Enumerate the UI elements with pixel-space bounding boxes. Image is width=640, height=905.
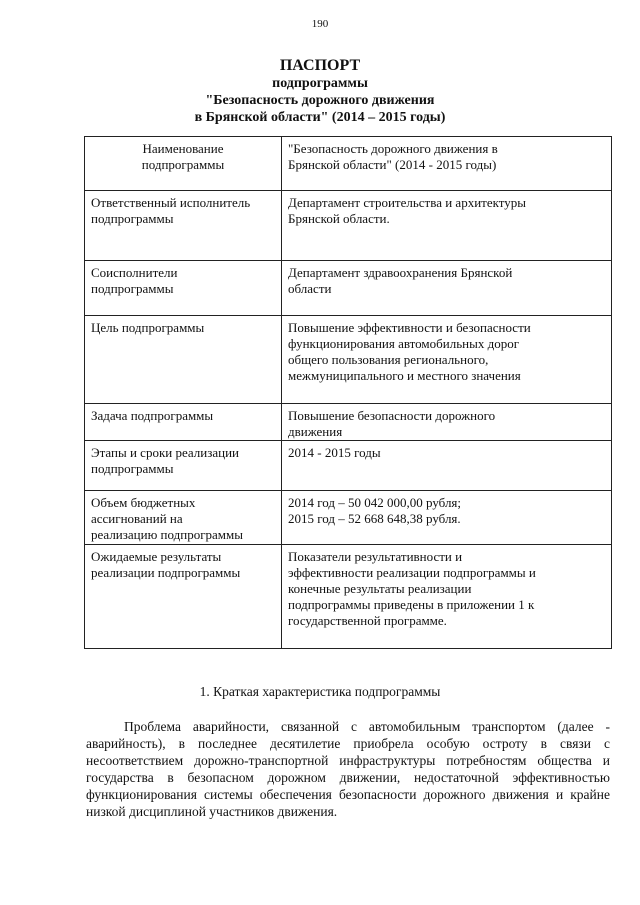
title-line-1: ПАСПОРТ <box>279 57 361 74</box>
page-number: 190 <box>311 18 329 30</box>
row-label: Ожидаемые результаты реализации подпрограммы <box>85 545 282 649</box>
table-row <box>85 137 612 191</box>
row-value: Департамент здравоохранения Брянской области <box>282 261 612 316</box>
row-label: Наименование подпрограммы <box>85 137 282 191</box>
row-label: Задача подпрограммы <box>85 404 282 441</box>
row-label: Объем бюджетных ассигнований на реализацию подпрограммы <box>85 491 282 545</box>
row-value: Повышение эффективности и безопасности функционирования автомобильных дорог общего пользования регионального, межмуниципального и местного значения <box>282 316 612 404</box>
section-heading: 1. Краткая характеристика подпрограммы <box>199 684 441 699</box>
title-line-2: подпрограммы <box>272 76 368 91</box>
table-row <box>85 491 612 545</box>
table-row <box>85 404 612 441</box>
table-row <box>85 316 612 404</box>
row-label: Этапы и сроки реализации подпрограммы <box>85 441 282 491</box>
row-label: Соисполнители подпрограммы <box>85 261 282 316</box>
row-label: Ответственный исполнитель подпрограммы <box>85 191 282 261</box>
title-line-3: "Безопасность дорожного движения <box>205 93 435 108</box>
row-label: Цель подпрограммы <box>85 316 282 404</box>
row-value: "Безопасность дорожного движения в Брянской области" (2014 - 2015 годы) <box>282 137 612 191</box>
row-value: 2014 год – 50 042 000,00 рубля; 2015 год – 52 668 648,38 рубля. <box>282 491 612 545</box>
table-row <box>85 191 612 261</box>
row-value: Повышение безопасности дорожного движения <box>282 404 612 441</box>
body-paragraph: Проблема аварийности, связанной с автомобильным транспортом (далее - аварийность), в последнее десятилетие приобрела особую остроту в связи с несоответствием дорожно-транспортной инфраструктуры потребностям общества и государства в безопасном дорожном движении, недостаточной эффективностью функционирования системы обеспечения безопасности дорожного движения и крайне низкой дисциплиной участников движения. <box>86 719 610 819</box>
passport-table <box>84 136 612 649</box>
table-row <box>85 261 612 316</box>
title-line-4: в Брянской области" (2014 – 2015 годы) <box>194 110 446 125</box>
row-value: Департамент строительства и архитектуры Брянской области. <box>282 191 612 261</box>
row-value: 2014 - 2015 годы <box>282 441 612 491</box>
table-row <box>85 441 612 491</box>
document-title <box>0 56 640 126</box>
row-value: Показатели результативности и эффективности реализации подпрограммы и конечные результаты реализации подпрограммы приведены в приложении 1 к государственной программе. <box>282 545 612 649</box>
table-row <box>85 545 612 649</box>
